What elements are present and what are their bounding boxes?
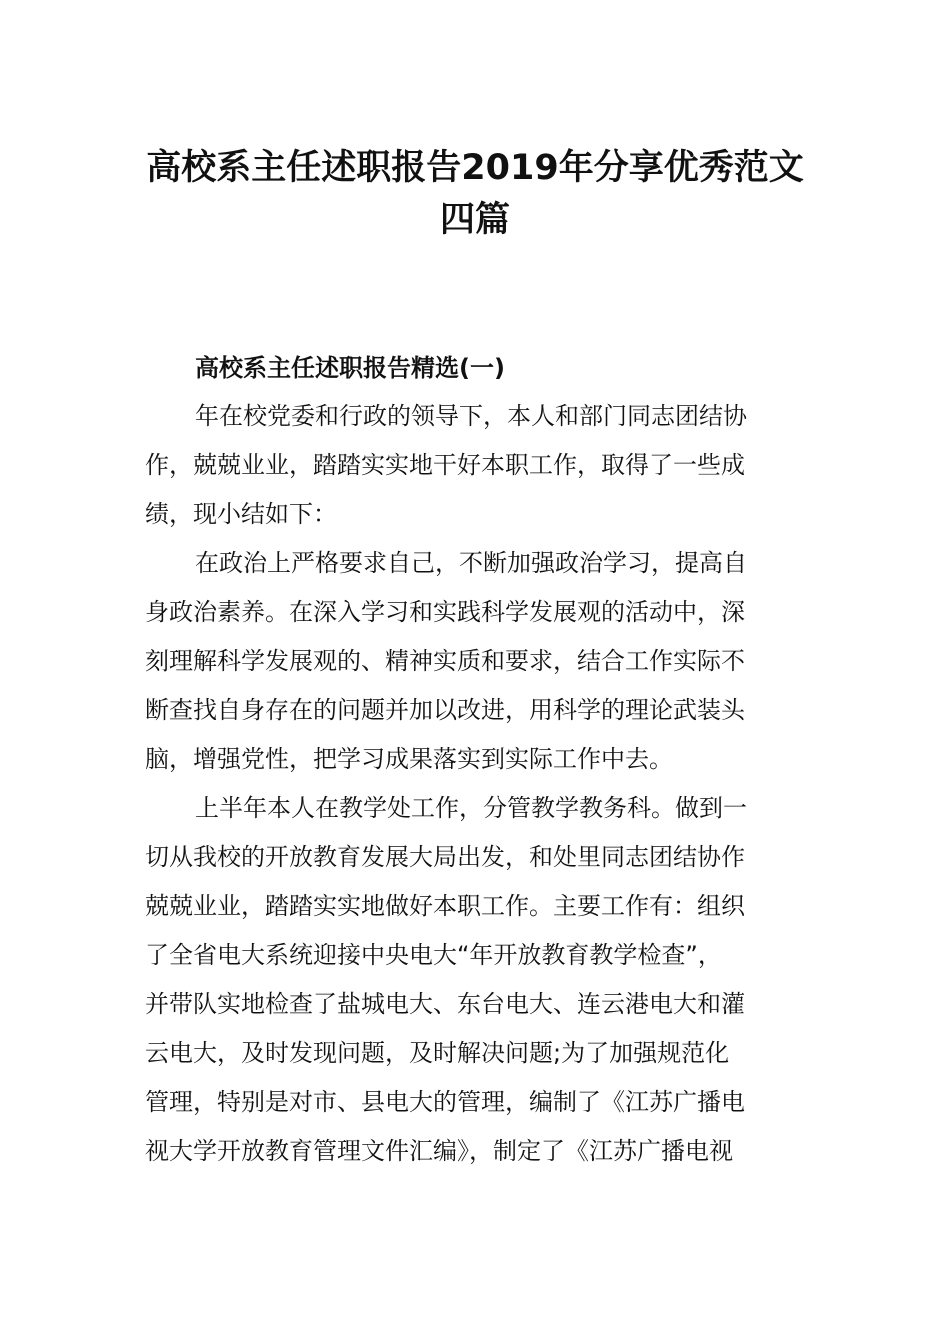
body-text xyxy=(145,392,785,1176)
title-line-2: 四篇 xyxy=(439,200,510,240)
paragraph-line: 脑，增强党性，把学习成果落实到实际工作中去。 xyxy=(145,745,673,773)
paragraph-line: 在政治上严格要求自己，不断加强政治学习，提高自 xyxy=(195,549,747,577)
paragraph-line: 刻理解科学发展观的、精神实质和要求，结合工作实际不 xyxy=(145,647,745,675)
paragraph-line: 绩，现小结如下： xyxy=(145,500,337,528)
paragraph-line: 切从我校的开放教育发展大局出发，和处里同志团结协作 xyxy=(145,843,745,871)
paragraph-3 xyxy=(145,784,785,1176)
paragraph-1 xyxy=(145,392,785,539)
paragraph-line: 身政治素养。在深入学习和实践科学发展观的活动中，深 xyxy=(145,598,745,626)
paragraph-line: 作，兢兢业业，踏踏实实地干好本职工作，取得了一些成 xyxy=(145,451,745,479)
paragraph-line: 并带队实地检查了盐城电大、东台电大、连云港电大和灌 xyxy=(145,990,745,1018)
paragraph-line: 了全省电大系统迎接中央电大“年开放教育教学检查”， xyxy=(145,941,722,969)
paragraph-line: 兢兢业业，踏踏实实地做好本职工作。主要工作有：组织 xyxy=(145,892,745,920)
title-line-1: 高校系主任述职报告2019年分享优秀范文 xyxy=(146,148,804,188)
document-title xyxy=(120,142,830,246)
paragraph-line: 年在校党委和行政的领导下，本人和部门同志团结协 xyxy=(195,402,747,430)
paragraph-line: 管理，特别是对市、县电大的管理，编制了《江苏广播电 xyxy=(145,1088,745,1116)
paragraph-line: 断查找自身存在的问题并加以改进，用科学的理论武装头 xyxy=(145,696,745,724)
paragraph-line: 云电大，及时发现问题，及时解决问题;为了加强规范化 xyxy=(145,1039,730,1067)
section-heading: 高校系主任述职报告精选(一) xyxy=(195,354,505,382)
paragraph-line: 上半年本人在教学处工作，分管教学教务科。做到一 xyxy=(195,794,747,822)
paragraph-2 xyxy=(145,539,785,784)
paragraph-line: 视大学开放教育管理文件汇编》，制定了《江苏广播电视 xyxy=(145,1137,733,1165)
